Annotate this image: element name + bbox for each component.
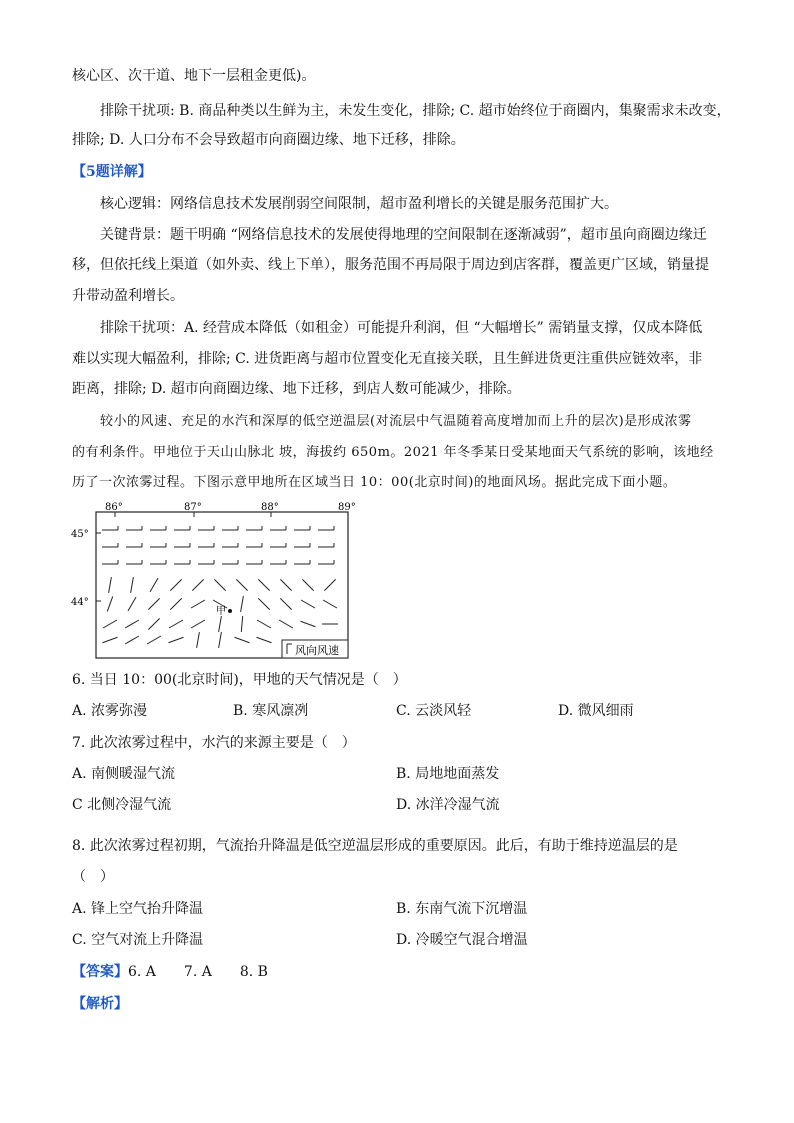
wind-barb xyxy=(169,620,183,628)
paragraph-text: 距离，排除; D. 超市向商圈边缘、地下迁移，到店人数可能减少，排除。 xyxy=(72,381,521,397)
wind-barb xyxy=(150,578,158,592)
wind-barb xyxy=(279,620,293,628)
wind-barb xyxy=(192,579,203,590)
paragraph-text: 排除; D. 人口分布不会导致超市向商圈边缘、地下迁移，排除。 xyxy=(72,132,465,148)
lon-label: 86° xyxy=(105,502,123,513)
wind-barb xyxy=(125,636,139,644)
wind-barb xyxy=(148,598,159,609)
passage-text: 历了一次浓雾过程。下图示意甲地所在区域当日 10：00(北京时间)的地面风场。据此完成下面小题。 xyxy=(72,475,677,490)
wind-barb xyxy=(107,596,112,611)
wind-barb xyxy=(302,579,313,590)
question-stem: 7. 此次浓雾过程中，水汽的来源主要是（ ） xyxy=(72,735,356,751)
wind-barb xyxy=(241,596,244,612)
option-a[interactable]: A. 浓雾弥漫 xyxy=(72,703,148,719)
answer-text: 6. A 7. A 8. B xyxy=(128,964,268,980)
option-d[interactable]: D. 微风细雨 xyxy=(558,703,634,719)
lon-label: 89° xyxy=(338,502,356,513)
wind-barb xyxy=(148,618,159,629)
wind-barb xyxy=(324,579,335,590)
wind-barb xyxy=(234,637,249,642)
wind-barb xyxy=(214,579,225,590)
wind-barb xyxy=(170,598,181,609)
wind-barb xyxy=(168,637,183,642)
option-a[interactable]: A. 南侧暖湿气流 xyxy=(72,766,176,782)
wind-barb xyxy=(147,636,161,644)
question-stem: 8. 此次浓雾过程初期，气流抬升降温是低空逆温层形成的重要原因。此后，有助于维持逆温层的是 xyxy=(72,838,678,854)
wind-barb xyxy=(323,600,337,608)
wind-barb xyxy=(241,616,242,632)
wind-barb xyxy=(301,600,315,608)
lon-label: 88° xyxy=(261,502,279,513)
passage-text: 的有利条件。甲地位于天山山脉北 坡，海拔约 650m。2021 年冬季某日受某地面天气系统的影响，该地经 xyxy=(72,445,714,460)
option-a[interactable]: A. 锋上空气抬升降温 xyxy=(72,901,204,917)
analysis-label: 【解析】 xyxy=(72,996,128,1012)
wind-barb xyxy=(197,632,200,648)
option-b[interactable]: B. 寒风凛冽 xyxy=(233,703,309,719)
wind-barb xyxy=(258,579,269,590)
wind-barbs xyxy=(102,526,338,648)
paragraph-text: 排除干扰项: B. 商品种类以生鲜为主，未发生变化，排除; C. 超市始终位于商圈内，集聚需求未改变， xyxy=(100,103,731,119)
answer-line xyxy=(72,962,268,982)
lon-label: 87° xyxy=(184,502,202,513)
wind-barb xyxy=(103,620,117,628)
paragraph-text: 难以实现大幅盈利，排除; C. 进货距离与超市位置变化无直接关联，且生鲜进货更注重供应链效率，非 xyxy=(72,351,703,367)
option-c[interactable]: C 北侧冷湿气流 xyxy=(72,797,172,813)
answer-label: 【答案】 xyxy=(72,964,128,980)
wind-barb xyxy=(236,579,247,590)
question-stem: （ ） xyxy=(72,869,114,885)
wind-barb xyxy=(191,620,205,628)
option-d[interactable]: D. 冰洋冷湿气流 xyxy=(396,797,500,813)
question-stem: 6. 当日 10：00(北京时间)，甲地的天气情况是（ ） xyxy=(72,672,407,688)
lat-label: 44° xyxy=(71,597,89,608)
legend-label: 风向风速 xyxy=(295,644,339,657)
option-c[interactable]: C. 云淡风轻 xyxy=(396,703,472,719)
map-frame xyxy=(96,512,348,658)
wind-field-map xyxy=(70,500,370,662)
wind-barb xyxy=(258,598,269,609)
wind-barb xyxy=(219,632,222,648)
wind-barb xyxy=(300,621,315,626)
option-b[interactable]: B. 东南气流下沉增温 xyxy=(396,901,528,917)
wind-barb xyxy=(128,597,136,611)
passage-text: 较小的风速、充足的水汽和深厚的低空逆温层(对流层中气温随着高度增加而上升的层次)是形成浓雾 xyxy=(100,414,692,429)
wind-barb xyxy=(280,598,291,609)
paragraph-text: 移，但依托线上渠道（如外卖、线上下单），服务范围不再局限于周边到店客群，覆盖更广区域，销量提 xyxy=(72,257,709,273)
paragraph-text: 核心逻辑：网络信息技术发展削弱空间限制，超市盈利增长的关键是服务范围扩大。 xyxy=(100,196,618,212)
option-c[interactable]: C. 空气对流上升降温 xyxy=(72,932,204,948)
place-label: 甲 xyxy=(216,606,226,617)
location-dot xyxy=(228,609,232,613)
wind-barb xyxy=(219,616,222,632)
paragraph-text: 核心区、次干道、地下一层租金更低)。 xyxy=(72,68,316,84)
wind-barb xyxy=(280,579,291,590)
wind-barb xyxy=(131,577,134,593)
wind-barb xyxy=(125,620,139,628)
wind-barb xyxy=(256,637,271,642)
wind-barb xyxy=(109,577,112,593)
section-heading: 【5题详解】 xyxy=(72,164,152,180)
wind-barb xyxy=(170,579,181,590)
paragraph-text: 排除干扰项：A. 经营成本降低（如租金）可能提升利润，但 “大幅增长” 需销量支撑，仅成本降低 xyxy=(100,320,703,336)
lat-label: 45° xyxy=(71,529,89,540)
paragraph-text: 升带动盈利增长。 xyxy=(72,288,184,304)
wind-barb xyxy=(191,600,205,608)
wind-barb xyxy=(102,637,117,642)
option-b[interactable]: B. 局地地面蒸发 xyxy=(396,766,500,782)
wind-barb xyxy=(257,620,271,628)
paragraph-text: 关键背景：题干明确 “网络信息技术的发展使得地理的空间限制在逐渐减弱”，超市虽向商圈边缘迁 xyxy=(100,227,707,243)
option-d[interactable]: D. 冷暖空气混合增温 xyxy=(396,932,528,948)
